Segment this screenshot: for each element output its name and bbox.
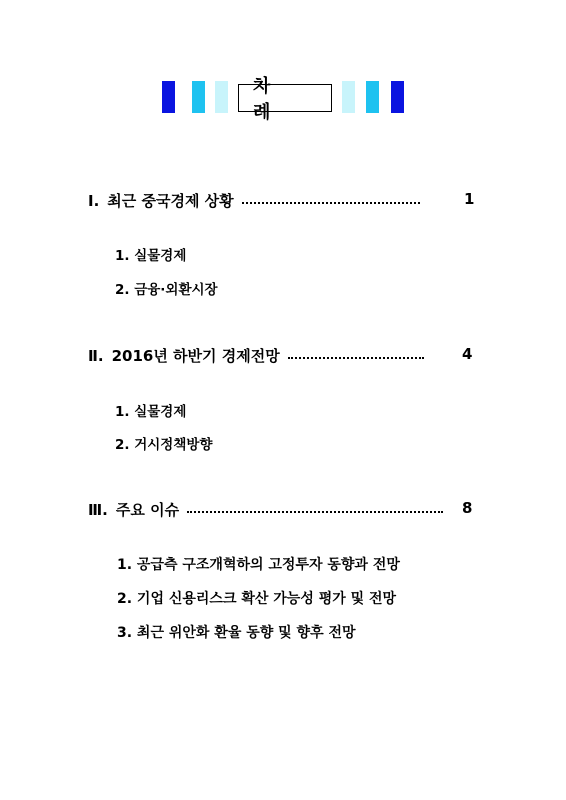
title-bar-light-left — [215, 81, 228, 113]
title-bar-mid-right — [366, 81, 379, 113]
page-title: 차 례 — [238, 84, 332, 112]
toc-item[interactable]: 2. 기업 신용리스크 확산 가능성 평가 및 전망 — [117, 591, 397, 607]
toc-section-1[interactable] — [88, 190, 428, 211]
section-numeral: Ⅲ. — [88, 500, 108, 519]
title-bar-mid-left — [192, 81, 205, 113]
toc-item[interactable]: 1. 실물경제 — [115, 248, 187, 264]
title-bar-dark-left — [162, 81, 175, 113]
toc-section-3[interactable] — [88, 499, 451, 520]
section-page-number: 1 — [464, 190, 475, 208]
title-bar-light-right — [342, 81, 355, 113]
toc-section-2[interactable] — [88, 345, 432, 366]
section-page-number: 8 — [462, 499, 473, 517]
toc-item[interactable]: 2. 금융·외환시장 — [115, 282, 218, 298]
section-page-number: 4 — [462, 345, 473, 363]
section-title: 최근 중국경제 상황 — [107, 192, 234, 210]
dot-leader — [288, 357, 424, 359]
title-bar-dark-right — [391, 81, 404, 113]
section-title: 주요 이슈 — [115, 501, 180, 519]
toc-item[interactable]: 3. 최근 위안화 환율 동향 및 향후 전망 — [117, 625, 356, 641]
dot-leader — [187, 511, 443, 513]
dot-leader — [242, 202, 420, 204]
section-numeral: Ⅰ. — [88, 191, 100, 210]
toc-item[interactable]: 2. 거시정책방향 — [115, 437, 213, 453]
toc-item[interactable]: 1. 공급측 구조개혁하의 고정투자 동향과 전망 — [117, 557, 400, 573]
section-title: 2016년 하반기 경제전망 — [111, 347, 280, 365]
section-numeral: Ⅱ. — [88, 346, 104, 365]
toc-item[interactable]: 1. 실물경제 — [115, 404, 187, 420]
